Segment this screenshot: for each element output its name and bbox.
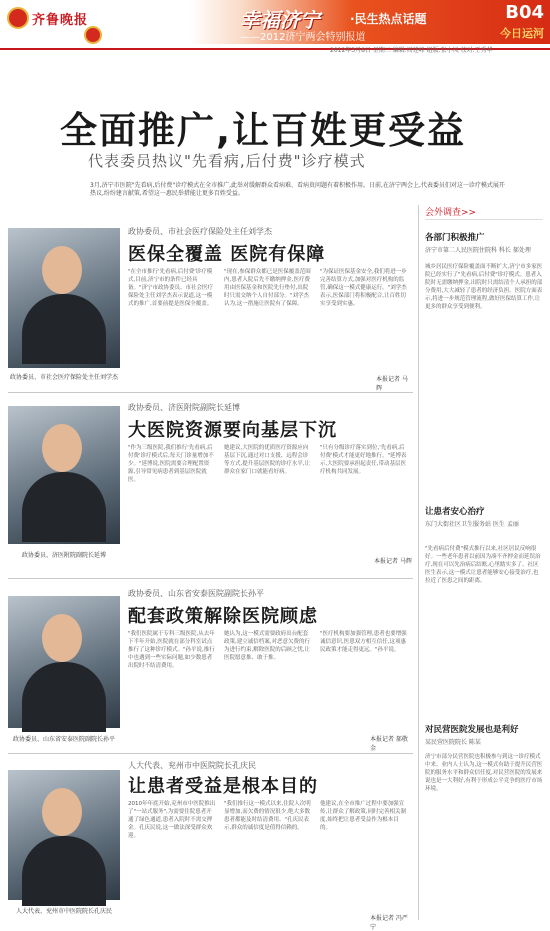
article-column: "医疗机构要加强管理,患者也要增强诚信意识,医患双方相互信任,这项惠民政策才能走得更远。"孙平说。: [320, 631, 407, 653]
article-body-1: [128, 268, 413, 383]
article-column: 他建议,在全市推广过程中要加强宣传,让群众了解政策,同时完善相关制度,始终把让患者受益作为根本目的。: [320, 801, 406, 831]
sidebar-item-source: 东门大街社区卫生服务站 医生 孟丽: [425, 521, 519, 528]
article-byline-4: 本报记者 冯严宁: [370, 915, 408, 931]
article-column: 2010年年底开始,兖州市中医院推出了"一站式服务",为需要住院患者开通了绿色通道,患者入院时不需交押金。孔庆民说,这一做法深受群众欢迎。: [128, 801, 216, 839]
article-kicker-4: 人大代表、兖州市中医院院长孔庆民: [128, 761, 256, 770]
sidebar-item-text: 城乡居民医疗保险覆盖面不断扩大,济宁市多家医院已经实行了"先看病,后付费"诊疗模式。患者入院时无需缴纳押金,出院时只需结清个人承担的部分费用,大大减轻了患者的经济负担。医院方面表示,将进一步规范管理流程,做好医保结算工作,让更多的群众享受到便利。: [425, 264, 543, 310]
article-byline-3: 本报记者 郝敬金: [370, 736, 408, 752]
paper-name: 齐鲁晚报: [32, 13, 89, 28]
article-title-4: 让患者受益是根本目的: [128, 776, 318, 797]
article-3: [8, 584, 413, 752]
emblem-icon: [7, 7, 29, 29]
sidebar-item-text: 济宁市部分民营医院也积极参与到这一诊疗模式中来。业内人士认为,这一模式有助于提升民营医院的服务水平和群众信任度,对民营医院的发展来说也是一大利好,有利于形成公平竞争的医疗市场环境。: [425, 754, 543, 792]
article-body-3: [128, 630, 413, 742]
page-meta: 2012年3月8日 星期三 编辑:周建峰 组版:张小凤 校对:王秀华: [330, 47, 493, 54]
edition-label: 今日运河: [500, 27, 544, 40]
article-column: "我们医院属于专科三级医院,从去年下半年开始,医院就在部分科室试点推行了这种诊疗模式。"孙平说,推行中也遇到一些实际问题,如少数患者出院时不结清费用。: [128, 631, 215, 669]
lead-paragraph: 3月,济宁市医院"先看病,后付费"诊疗模式在全市推广,此举对缓解群众看病难、看病贵问题有着积极作用。日前,在济宁两会上,代表委员们对这一诊疗模式展开热议,纷纷建言献策,希望这一惠民举措能让更多百姓受益。: [90, 182, 505, 197]
section-divider: [8, 753, 413, 754]
column-banner: [190, 0, 550, 44]
photo-caption-1: 政协委员、市社会医疗保险处主任刘学杰: [9, 374, 118, 381]
column-subtitle: ·民生热点话题: [350, 12, 427, 26]
article-column: "现在,参保群众都已是医保覆盖范围内,患者入院后先不缴纳押金,医疗费用由医保基金和医院先行垫付,出院时只需交纳个人自付部分。"刘学杰认为,这一措施让医院有了保障。: [224, 269, 311, 307]
section-divider: [8, 578, 413, 579]
article-kicker-1: 政协委员、市社会医疗保险处主任刘学杰: [128, 227, 272, 236]
article-kicker-3: 政协委员、山东省安泰医院副院长孙平: [128, 589, 264, 598]
portrait-photo-2: [8, 406, 120, 544]
article-title-1: 医保全覆盖 医院有保障: [128, 244, 326, 265]
photo-caption-3: 政协委员、山东省安泰医院副院长孙平: [12, 736, 115, 743]
article-column: 她认为,这一模式需要政府出台配套政策,建立诚信档案,对恶意欠费的行为进行约束,解除医院的后顾之忧,让医院愿意推、敢于推。: [224, 631, 310, 661]
article-4: [8, 758, 413, 931]
column-title: 幸福济宁: [240, 8, 320, 32]
sidebar-label: 会外调查>>: [425, 208, 477, 218]
photo-caption-2: 政协委员、济医附院副院长延博: [21, 552, 106, 559]
article-column: "作为三级医院,我们推行'先看病,后付费'诊疗模式后,每天门诊量增加不少。"延博说,医院需要合理配置资源,引导常见病患者到基层医院就医。: [128, 445, 214, 483]
sidebar-divider: [425, 219, 543, 220]
article-1: [8, 222, 413, 392]
portrait-photo-4: [8, 770, 120, 900]
section-divider: [8, 392, 413, 393]
article-column: "为保证医保基金安全,我们将进一步完善结算方式,加强对医疗机构的监管,确保这一模式健康运行。"刘学杰表示,医保部门将积极配合,让百姓切实享受到实惠。: [320, 269, 407, 307]
article-column: "在全市推行'先看病,后付费'诊疗模式,目前,济宁市的条件已经具备。"济宁市政协委员、市社会医疗保险处主任刘学杰表示说道,这一模式的推广,首要前提是医保全覆盖。: [128, 269, 214, 307]
article-2: [8, 398, 413, 573]
article-column: 她建议,大医院的优质医疗资源应向基层下沉,通过对口支援、远程会诊等方式,提升基层医院的诊疗水平,让群众在家门口就能看好病。: [224, 445, 310, 475]
article-kicker-2: 政协委员、济医附院副院长延博: [128, 403, 240, 412]
badge-icon: [84, 26, 102, 44]
article-byline-1: 本报记者 马辉: [376, 376, 408, 392]
page-code: B04: [505, 2, 544, 23]
page-subheadline: 代表委员热议"先看病,后付费"诊疗模式: [88, 152, 366, 170]
sidebar-item-text: "先看病后付费"模式推行以来,社区居民反响很好。一些老年患者以前因为凑不齐押金而延误治疗,现在可以先治病后结账,心里踏实多了。社区医生表示,这一模式让患者能够安心接受治疗,也拉近了医患之间的距离。: [425, 546, 541, 584]
article-column: "我们推行这一模式以来,住院人次明显增加,而欠费的情况很少,绝大多数患者都能及时结清费用。"孔庆民表示,群众的诚信度是值得信赖的。: [224, 801, 311, 831]
photo-caption-4: 人大代表、兖州市中医院院长孔庆民: [15, 908, 112, 915]
survey-sidebar: [418, 205, 546, 920]
column-tagline: ——2012济宁两会特别报道: [240, 32, 366, 43]
sidebar-item-title: 对民营医院发展也是利好: [425, 725, 519, 735]
portrait-photo-3: [8, 596, 120, 728]
sidebar-item-source: 某民营医院院长 陈某: [425, 739, 481, 746]
sidebar-item-title: 各部门积极推广: [425, 233, 485, 243]
article-byline-2: 本报记者 马辉: [374, 558, 412, 565]
article-title-3: 配套政策解除医院顾虑: [128, 606, 318, 627]
article-column: "只有分级诊疗落实到位,'先看病,后付费'模式才能更好地推行。"延博表示,大医院要承担起责任,带动基层医疗机构共同发展。: [320, 445, 407, 475]
page-header: [0, 0, 550, 54]
portrait-photo-1: [8, 228, 120, 368]
sidebar-item-title: 让患者安心治疗: [425, 507, 485, 517]
article-body-2: [128, 444, 413, 562]
page-headline: 全面推广,让百姓更受益: [60, 109, 467, 152]
article-title-2: 大医院资源要向基层下沉: [128, 420, 337, 441]
article-body-4: [128, 800, 413, 912]
paper-logo: [4, 4, 119, 46]
sidebar-item-source: 济宁市第二人民医院住院科 科长 郝处理: [425, 247, 531, 254]
